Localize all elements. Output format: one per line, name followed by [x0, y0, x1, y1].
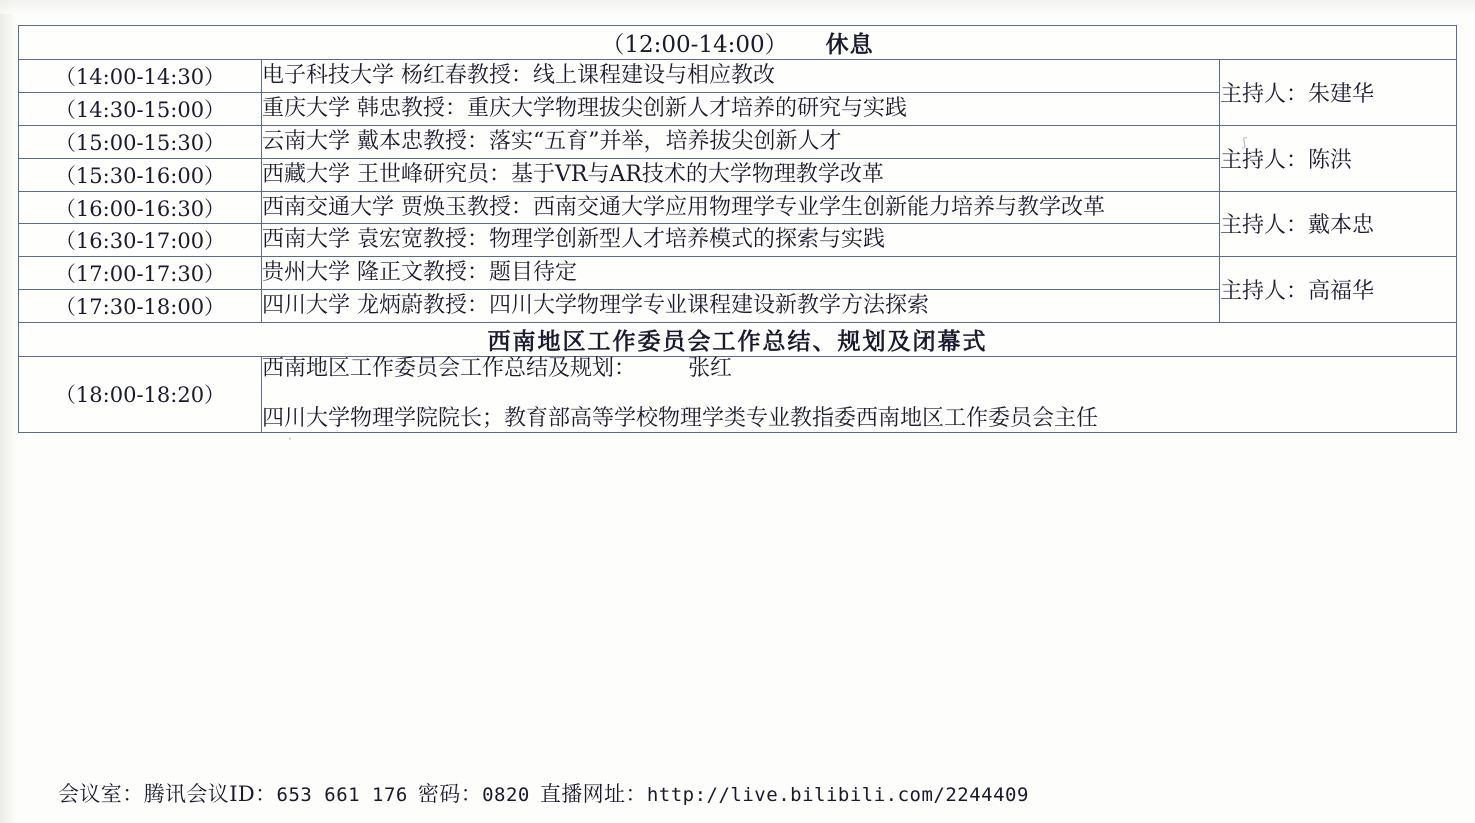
session-topic: 四川大学 龙炳蔚教授：四川大学物理学专业课程建设新教学方法探索: [262, 290, 1220, 323]
footer-password: 0820: [482, 784, 530, 806]
session-time: （17:00-17:30）: [19, 257, 262, 290]
session-host: 主持人：朱建华: [1220, 60, 1457, 126]
schedule-table: [18, 25, 1457, 433]
session-host: 主持人：高福华: [1220, 257, 1457, 323]
ink-speck: ·: [288, 432, 292, 446]
footer-live-label: 直播网址：: [539, 782, 647, 806]
table-row: [19, 191, 1457, 224]
session-topic: 电子科技大学 杨红春教授：线上课程建设与相应教改: [262, 60, 1220, 93]
session-time: （14:00-14:30）: [19, 60, 262, 93]
session-topic: 云南大学 戴本忠教授：落实“五育”并举，培养拔尖创新人才: [262, 125, 1220, 158]
break-time: （12:00-14:00）: [601, 32, 788, 58]
session-host: 主持人：戴本忠: [1220, 191, 1457, 257]
schedule-sheet: [18, 25, 1456, 433]
scan-edge-top: [0, 0, 1475, 14]
closing-line-2: 四川大学物理学院院长；教育部高等学校物理学类专业教指委西南地区工作委员会主任: [262, 406, 1099, 432]
session-topic: 西藏大学 王世峰研究员：基于VR与AR技术的大学物理教学改革: [262, 158, 1220, 191]
session-host: 主持人：陈洪: [1220, 125, 1457, 191]
handwriting-mark: ʃ: [1243, 135, 1247, 149]
table-row: [19, 257, 1457, 290]
session-topic: 重庆大学 韩忠教授：重庆大学物理拔尖创新人才培养的研究与实践: [262, 92, 1220, 125]
closing-line1-label: 西南地区工作委员会工作总结及规划：: [262, 356, 637, 382]
section-title: 西南地区工作委员会工作总结、规划及闭幕式: [19, 323, 1457, 357]
session-time: （14:30-15:00）: [19, 92, 262, 125]
footer-meeting-info: [58, 778, 1029, 808]
session-time: （15:00-15:30）: [19, 125, 262, 158]
table-row: [19, 125, 1457, 158]
table-row-section-title: [19, 323, 1457, 357]
session-time: （15:30-16:00）: [19, 158, 262, 191]
table-row-break: [19, 26, 1457, 60]
session-topic: 西南交通大学 贾焕玉教授：西南交通大学应用物理学专业学生创新能力培养与教学改革: [262, 191, 1220, 224]
footer-password-label: 密码：: [417, 782, 483, 806]
session-time: （16:30-17:00）: [19, 224, 262, 257]
scan-edge-left: [0, 0, 18, 823]
session-topic: 西南大学 袁宏宽教授：物理学创新型人才培养模式的探索与实践: [262, 224, 1220, 257]
footer-room-label: 会议室：腾讯会议ID：: [58, 782, 277, 806]
closing-line-1: [262, 357, 1456, 381]
session-time: （17:30-18:00）: [19, 290, 262, 323]
footer-live-url: http://live.bilibili.com/2244409: [646, 784, 1029, 806]
footer-meeting-id: 653 661 176: [276, 784, 408, 806]
closing-line1-name: 张红: [688, 356, 733, 382]
table-row-closing: [19, 357, 1457, 432]
table-row: [19, 60, 1457, 93]
break-label: 休息: [825, 31, 874, 58]
break-cell: [19, 26, 1457, 60]
session-time: （16:00-16:30）: [19, 191, 262, 224]
closing-content: [262, 357, 1457, 432]
closing-time: （18:00-18:20）: [19, 357, 262, 432]
session-topic: 贵州大学 隆正文教授：题目待定: [262, 257, 1220, 290]
